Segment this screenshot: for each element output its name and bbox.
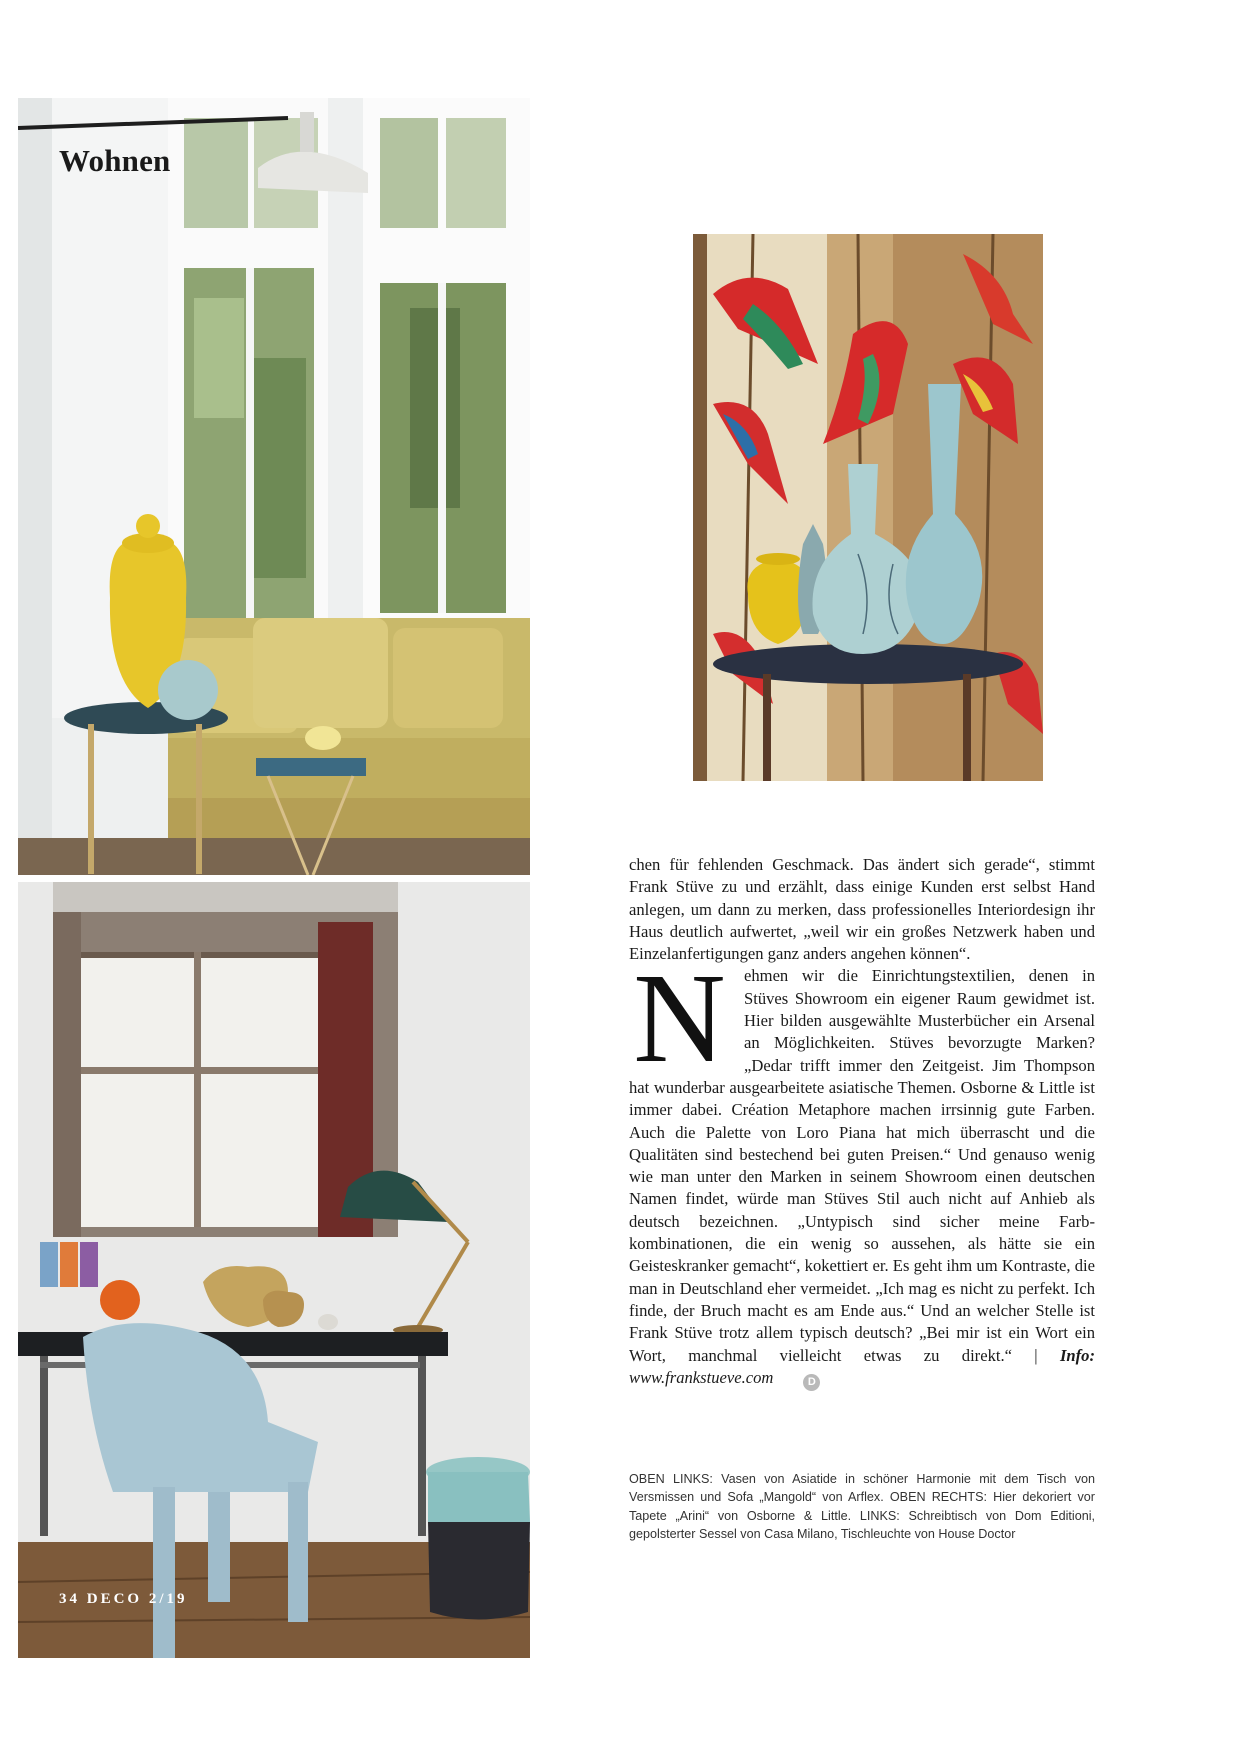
section-label: Wohnen bbox=[59, 143, 171, 178]
photo-parrot-wallpaper bbox=[693, 234, 1043, 781]
drop-cap: N bbox=[633, 947, 726, 1090]
caption-text: Hier dekoriert vor Tapete „Arini“ von Osborne & Little. bbox=[629, 1490, 1096, 1523]
end-mark-icon: D bbox=[803, 1374, 820, 1391]
info-url[interactable]: www.frankstueve.com bbox=[629, 1367, 774, 1387]
photo-desk-corner bbox=[18, 882, 530, 1658]
photo-living-room bbox=[18, 98, 530, 875]
info-label: Info: bbox=[1059, 1345, 1095, 1365]
caption-text: Vasen von Asiatide in schöner Harmonie mit dem Tisch von Versmissen und Sofa „Mangold“ von Arflex. bbox=[629, 1472, 1095, 1505]
article-paragraph: chen für fehlenden Geschmack. Das ändert sich gerade“, stimmt Frank Stüve zu und erzählt, dass einige Kunden erst selbst Hand anlegen, um dann zu merken, dass professionelles Interiordesign ihr Haus deutlich aufwertet, „weil wir ein großes Netzwerk haben und Einzelanfertigungen ganz anders angehen können“. bbox=[629, 855, 1095, 964]
caption-heading: OBEN RECHTS: bbox=[889, 1490, 987, 1505]
article-body bbox=[629, 854, 1095, 1391]
article-paragraph-text: ehmen wir die Einrichtungstextilien, denen in Stüves Showroom ein eigener Raum gewidmet ist. Hier bilden ausgewählte Musterbücher ein Arsenal an Möglichkeiten. Stüves bevorzugte Marken? „Dedar trifft immer den Zeitgeist. Jim Thompson hat wunderbar ausgearbeitete asiatische Themen. Osborne & Little ist immer dabei. Création Metaphore machen irrsinnig gute Farben. Auch die Palette von Loro Piana hat mich überrascht und die Qualitäten sind bestechend bei guten Preisen.“ Und genauso wenig wie man unter den Marken in seinem Showroom einen deutschen Namen findet, würde man Stüves Stil auch nicht auf Anhieb als deutsch bezeichnen. „Untypisch sind sicher meine Farbkombinationen, die ein wenig so aussehen, als hätte sie ein Geisteskranker gemacht“, kokettiert er. Es geht ihm um Kontraste, die man in Deutschland eher vermeidet. „Ich mag es nicht zu perfekt. Ich finde, der Bruch macht es am Ende aus.“ Und an welcher Stelle ist Frank Stüve trotz allem typisch deutsch? „Bei mir ist ein Wort ein Wort, manchmal vielleicht etwas zu direkt.“ | bbox=[629, 966, 1095, 1365]
caption-heading: OBEN LINKS: bbox=[629, 1472, 713, 1486]
caption-text: Schreibtisch von Dom Editioni, gepolsterter Sessel von Casa Milano, Tischleuchte von House Doctor bbox=[629, 1508, 1096, 1541]
caption-heading: LINKS: bbox=[859, 1508, 900, 1523]
page-folio: 34 DECO 2/19 bbox=[59, 1591, 188, 1607]
article-paragraph bbox=[629, 947, 1095, 1390]
photo-caption bbox=[629, 1470, 1095, 1543]
